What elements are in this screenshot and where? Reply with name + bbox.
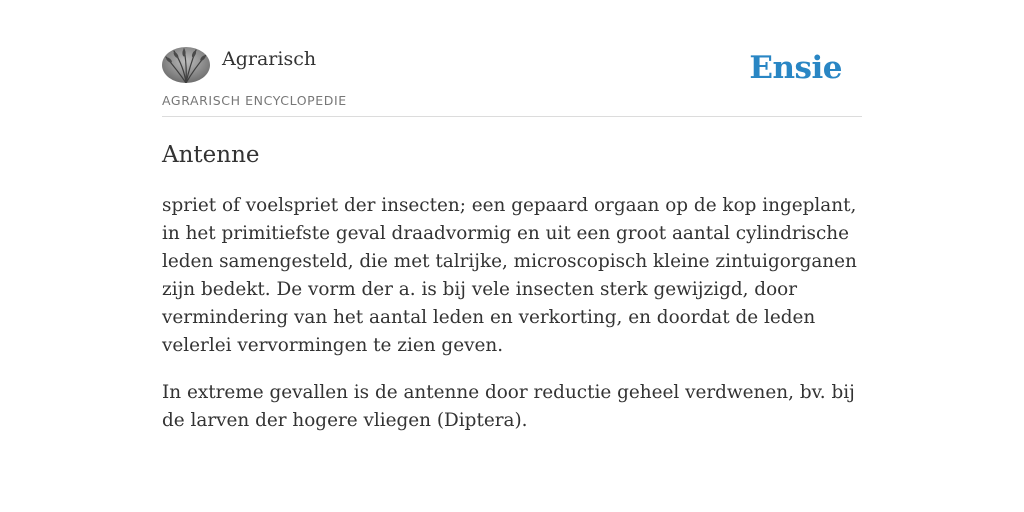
source-subtitle: AGRARISCH ENCYCLOPEDIE <box>162 93 347 108</box>
article-paragraph: In extreme gevallen is de antenne door reductie geheel verdwenen, bv. bij de larven der hogere vliegen (Diptera). <box>162 382 855 431</box>
wheat-field-icon[interactable] <box>162 47 210 83</box>
article-body <box>162 192 862 454</box>
source-name[interactable]: Agrarisch <box>222 48 317 70</box>
header <box>162 44 862 117</box>
article-title: Antenne <box>162 142 260 168</box>
brand-logo-link[interactable]: Ensie <box>749 50 842 86</box>
article-paragraph: spriet of voelspriet der insecten; een gepaard orgaan op de kop ingeplant, in het primitiefste geval draadvormig en uit een groot aantal cylindrische leden samengesteld, die met talrijke, microscopisch kleine zintuigorganen zijn bedekt. De vorm der a. is bij vele insecten sterk gewijzigd, door vermindering van het aantal leden en verkorting, en doordat de leden velerlei vervormingen te zien geven. <box>162 195 857 356</box>
